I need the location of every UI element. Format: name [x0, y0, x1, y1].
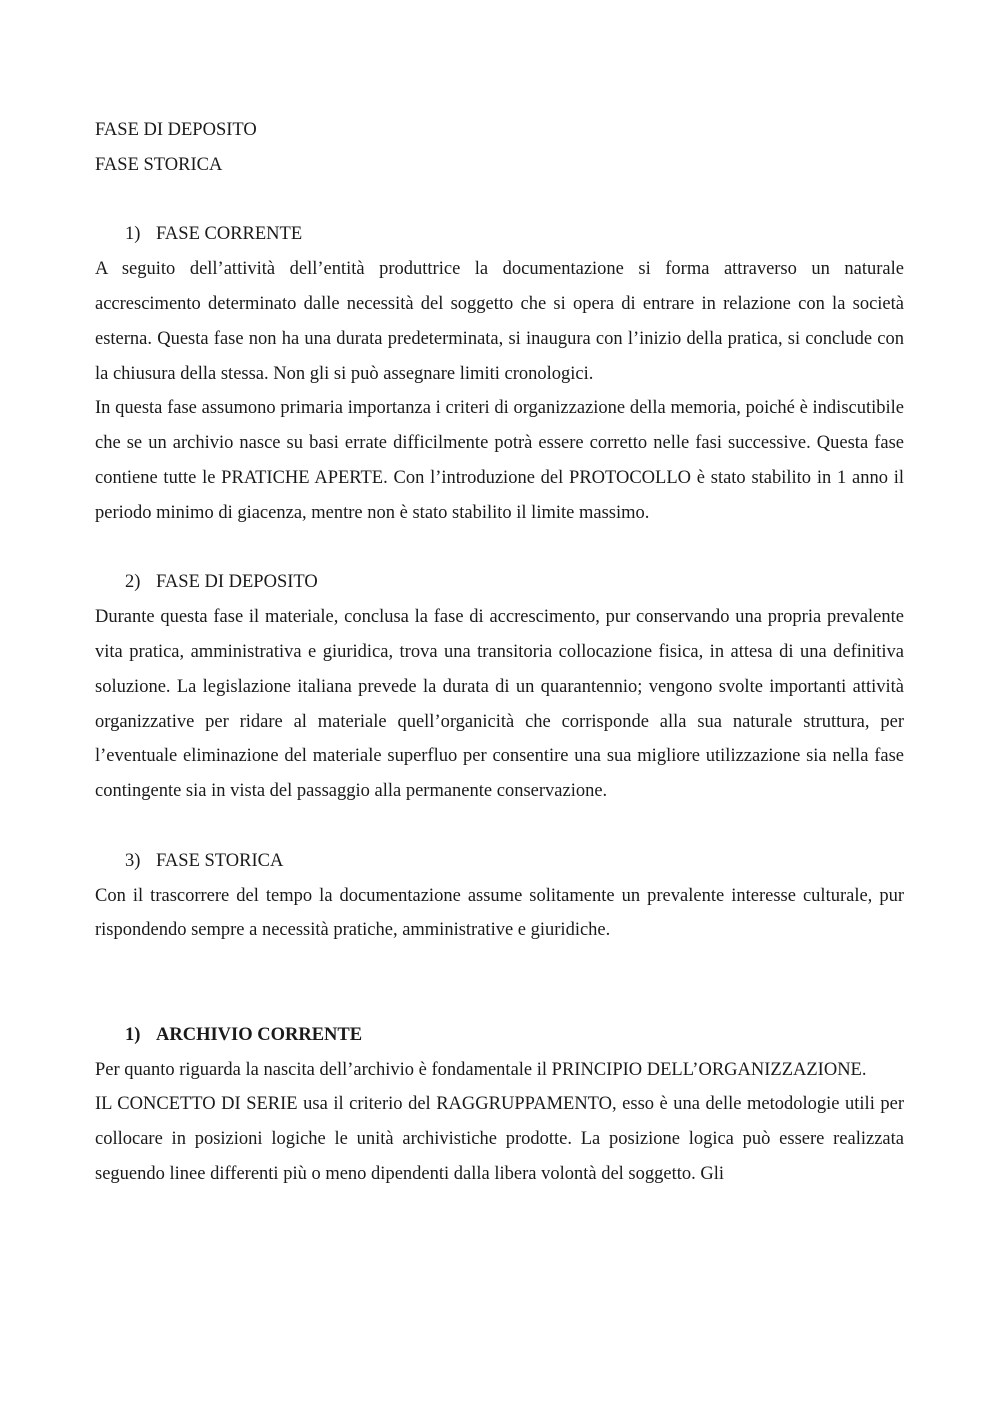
blank-line — [95, 183, 904, 218]
blank-line — [95, 948, 904, 1018]
section-heading — [95, 844, 904, 879]
section-title: ARCHIVIO CORRENTE — [156, 1024, 363, 1045]
paragraph: A seguito dell’attività dell’entità produttrice la documentazione si forma attraverso un naturale accrescimento determinato dalle necessità del soggetto che si opera di entrare in relazione con la società esterna. Questa fase non ha una durata predeterminata, si inaugura con l’inizio della pratica, si conclude con la chiusura della stessa. Non gli si può assegnare limiti cronologici. — [95, 259, 904, 384]
section-title: FASE DI DEPOSITO — [156, 572, 318, 593]
blank-line — [95, 531, 904, 566]
paragraph: Durante questa fase il materiale, conclusa la fase di accrescimento, pur conservando una propria prevalente vita pratica, amministrativa e giuridica, trova una transitoria collocazione fisica, in attesa di una definitiva soluzione. La legislazione italiana prevede la durata di un quarantennio; vengono svolte importanti attività organizzative per ridare al materiale quell’organicità che corrisponde alla sua naturale struttura, per l’eventuale eliminazione del materiale superfluo per consentire una sua migliore utilizzazione sia nella fase contingente sia in vista del passaggio alla permanente conservazione. — [95, 607, 904, 802]
section-title: FASE STORICA — [156, 850, 284, 871]
paragraph: Con il trascorrere del tempo la documentazione assume solitamente un prevalente interesse culturale, pur rispondendo sempre a necessità pratiche, amministrative e giuridiche. — [95, 885, 904, 941]
section-title: FASE CORRENTE — [156, 224, 303, 245]
paragraph: In questa fase assumono primaria importanza i criteri di organizzazione della memoria, poiché è indiscutibile che se un archivio nasce su basi errate difficilmente potrà essere corretto nelle fasi successive. Questa fase contiene tutte le PRATICHE APERTE. Con l’introduzione del PROTOCOLLO è stato stabilito in 1 anno il periodo minimo di giacenza, mentre non è stato stabilito il limite massimo. — [95, 398, 904, 523]
section-number: 2) — [125, 572, 141, 593]
section-heading — [95, 1018, 904, 1053]
blank-line — [95, 809, 904, 844]
intro-line: FASE STORICA — [95, 154, 223, 175]
section-number: 1) — [125, 1024, 141, 1045]
section-number: 1) — [125, 224, 141, 245]
paragraph: IL CONCETTO DI SERIE usa il criterio del RAGGRUPPAMENTO, esso è una delle metodologie utili per collocare in posizioni logiche le unità archivistiche prodotte. La posizione logica può essere realizzata seguendo linee differenti più o meno dipendenti dalla libera volontà del soggetto. Gli — [95, 1094, 904, 1184]
intro-line: FASE DI DEPOSITO — [95, 120, 257, 140]
document-page — [95, 113, 904, 1192]
section-number: 3) — [125, 850, 141, 871]
section-heading — [95, 565, 904, 600]
section-heading — [95, 217, 904, 252]
paragraph: Per quanto riguarda la nascita dell’archivio è fondamentale il PRINCIPIO DELL’ORGANIZZAZIONE. — [95, 1059, 867, 1080]
